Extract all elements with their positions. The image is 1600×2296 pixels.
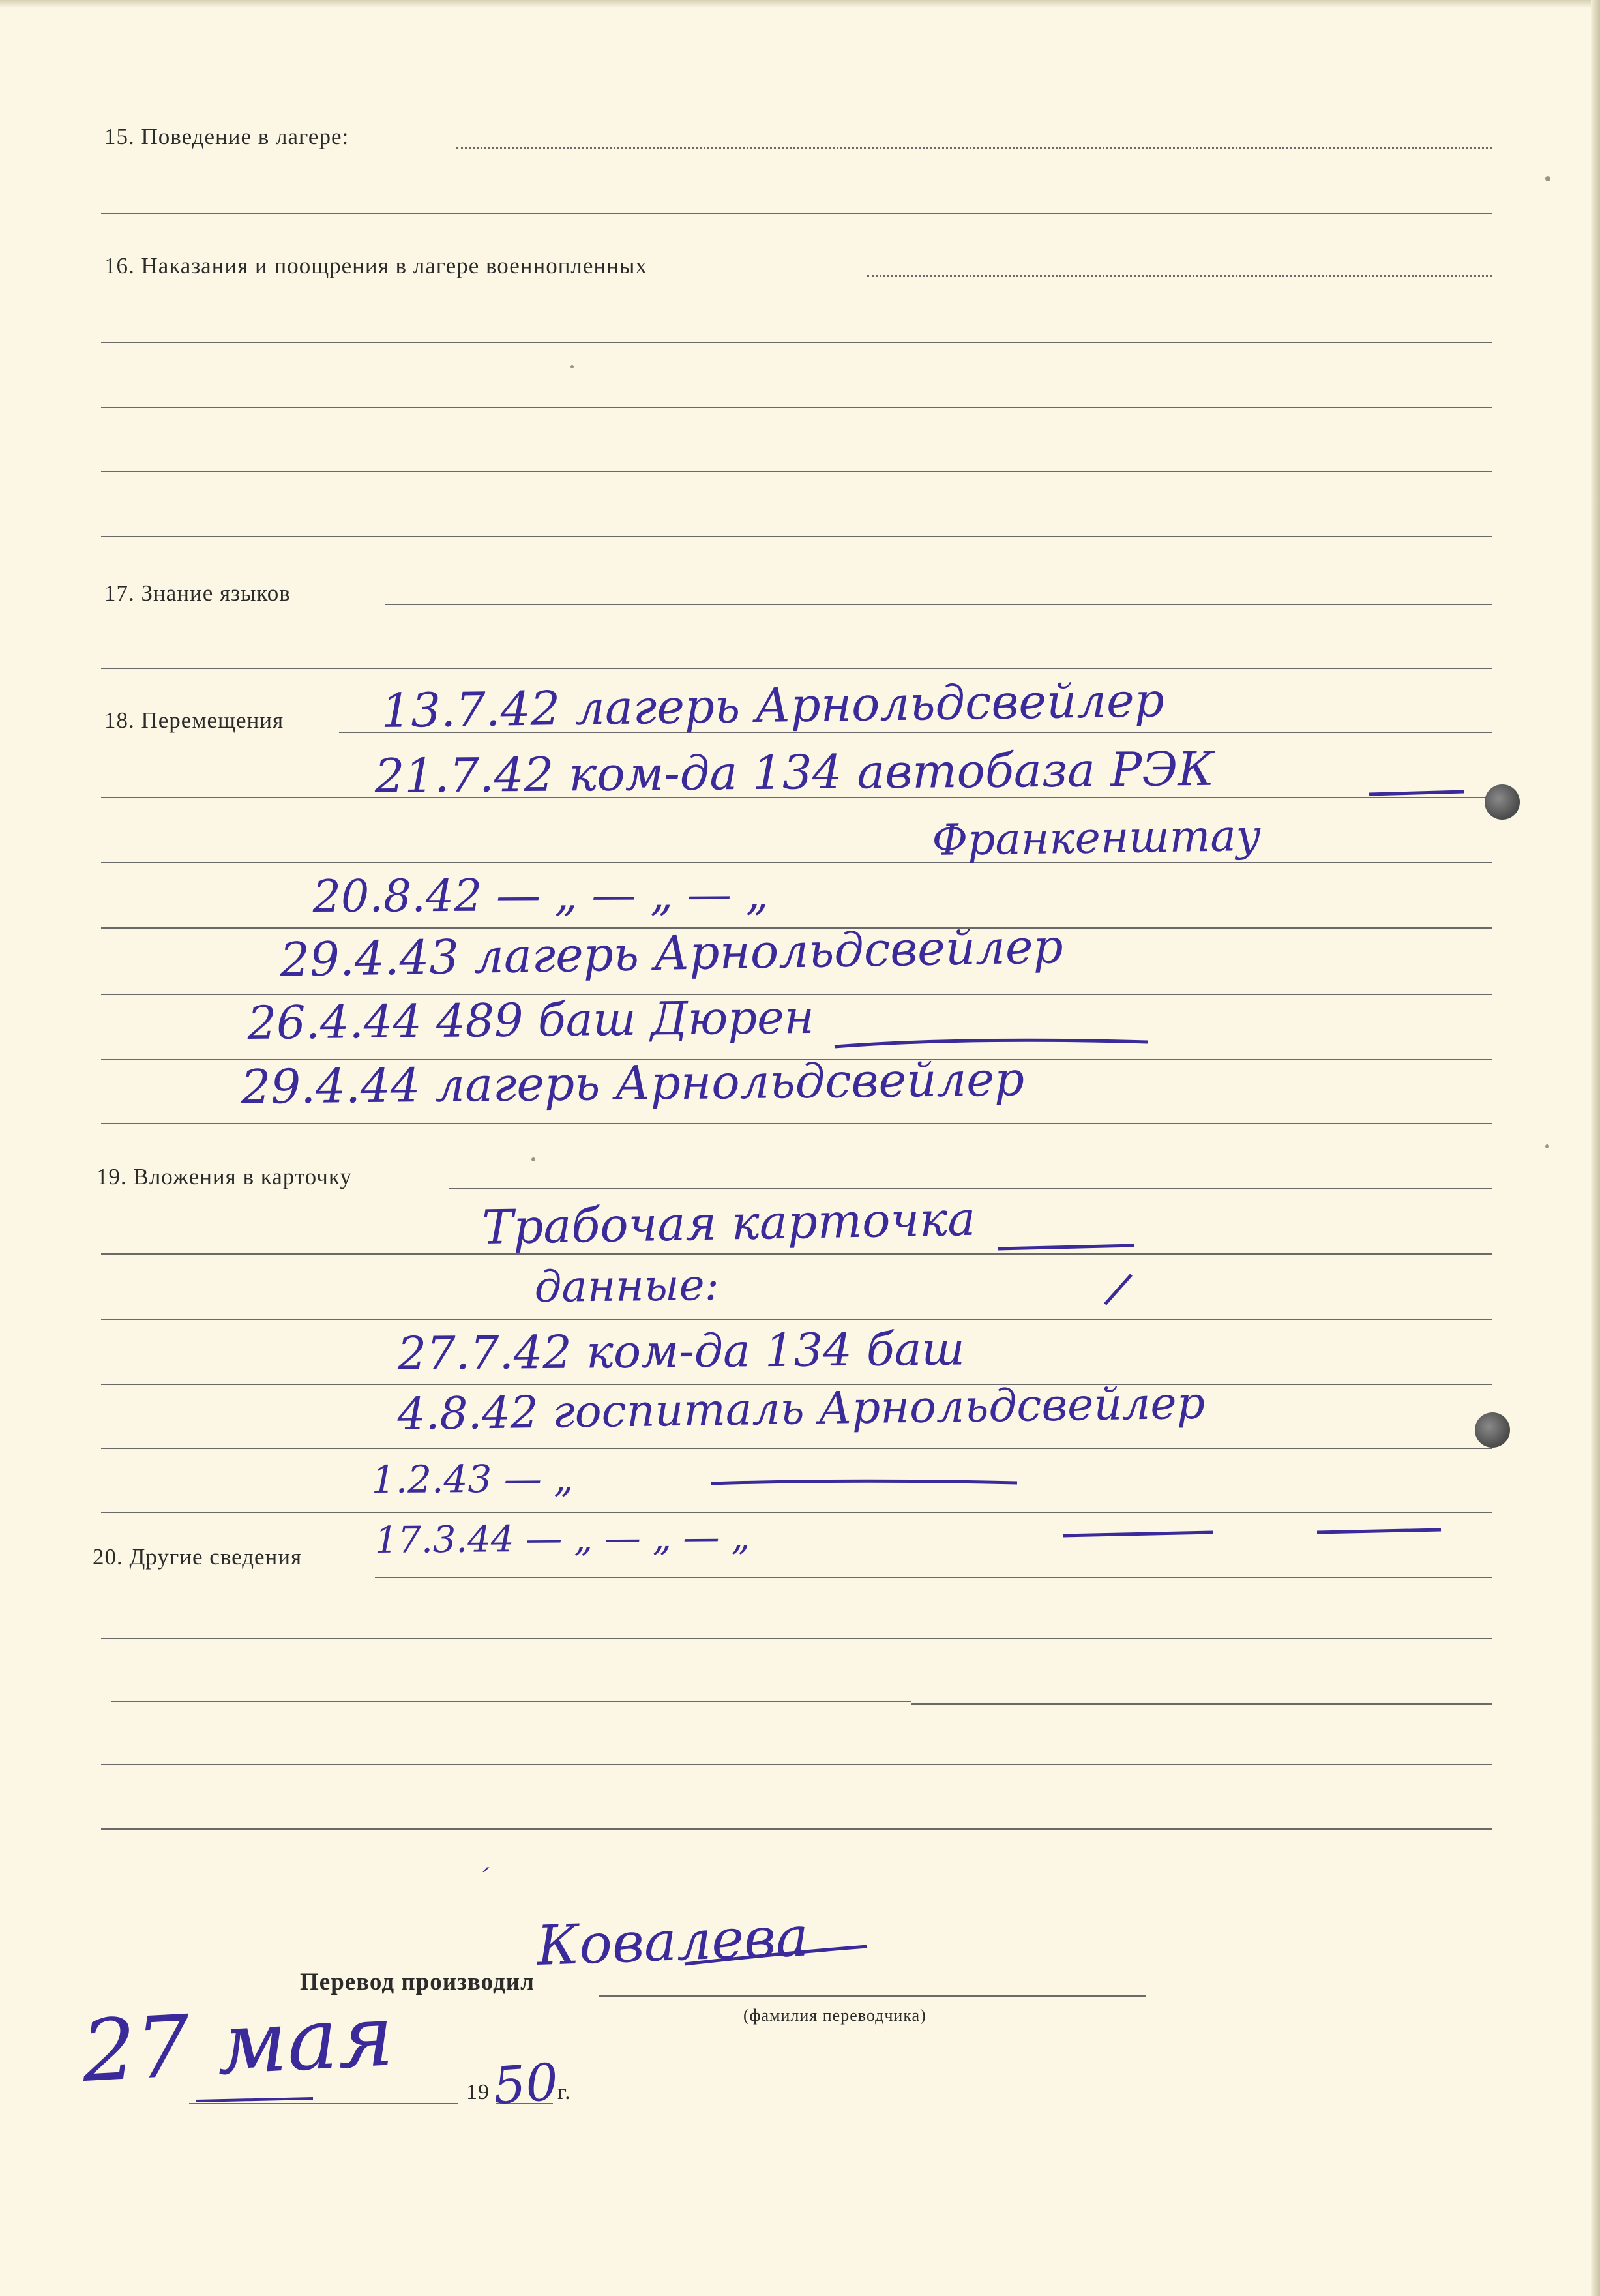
stroke-attach1-under (998, 1245, 1134, 1249)
field-18-label: 18. Перемещения (104, 708, 284, 733)
year-prefix: 19 (466, 2080, 490, 2104)
field-19-line-3 (101, 1319, 1492, 1320)
handwriting-attach-5: 1.2.43 — „ (371, 1456, 574, 1502)
field-15-line (456, 147, 1492, 149)
paper-speck (570, 365, 574, 368)
field-18-line-7 (101, 1123, 1492, 1124)
handwriting-move-3: Франкенштау (931, 810, 1262, 865)
field-19-line-2 (101, 1253, 1492, 1255)
field-19-line-6 (101, 1512, 1492, 1513)
date-line (189, 2103, 458, 2104)
handwritten-date: 27 мая (80, 1986, 396, 2101)
paper-speck (531, 1157, 535, 1161)
field-17-line (385, 604, 1492, 605)
field-15-label: 15. Поведение в лагере: (104, 124, 349, 149)
handwriting-move-7: 29.4.44 лагерь Арнольдсвейлер (241, 1051, 1025, 1114)
field-15-line-2 (101, 213, 1492, 214)
translator-signature: Ковалева (535, 1904, 810, 1978)
field-18-line-3 (101, 862, 1492, 863)
field-17-line-2 (101, 668, 1492, 669)
handwriting-move-6: 26.4.44 489 баш Дюрен (247, 990, 815, 1050)
stroke-f20-dash-1 (1063, 1532, 1213, 1536)
field-16-line-5 (101, 536, 1492, 537)
field-19-line-1 (449, 1188, 1492, 1189)
translator-caption: (фамилия переводчика) (743, 2006, 926, 2025)
stroke-date-under (196, 2098, 313, 2101)
field-19-label: 19. Вложения в карточку (96, 1164, 352, 1189)
field-16-line-2 (101, 342, 1492, 343)
stroke-move2-tail (1369, 792, 1464, 794)
handwriting-attach-6: 17.3.44 — „ — „ — „ (374, 1515, 750, 1562)
paper-speck (1545, 176, 1550, 181)
punch-hole-lower (1475, 1412, 1510, 1448)
field-20-line-5 (101, 1828, 1492, 1830)
field-20-line-4 (101, 1764, 1492, 1765)
handwriting-move-2: 21.7.42 ком-да 134 автобаза РЭК (374, 741, 1215, 803)
stroke-move6-under (835, 1040, 1148, 1047)
page-edge-right (1591, 0, 1600, 2296)
signature-tick: ´ (476, 1865, 489, 1895)
field-20-label: 20. Другие сведения (93, 1544, 303, 1570)
paper-speck (1545, 1144, 1549, 1148)
field-20-line-3b (911, 1703, 1492, 1705)
page-edge-top (0, 0, 1600, 8)
handwriting-move-5: 29.4.43 лагерь Арнольдсвейлер (279, 919, 1064, 987)
handwriting-move-1: 13.7.42 лагерь Арнольдсвейлер (380, 672, 1165, 738)
punch-hole-upper (1485, 784, 1520, 820)
handwriting-attach-4: 4.8.42 госпиталь Арнольдсвейлер (396, 1377, 1206, 1440)
stroke-attach5-dash (711, 1481, 1017, 1483)
field-19-line-5 (101, 1448, 1492, 1449)
field-17-label: 17. Знание языков (104, 580, 291, 606)
handwriting-attach-2: данные: (534, 1260, 720, 1312)
stroke-attach2-tick (1105, 1275, 1131, 1304)
field-16-line (867, 275, 1492, 277)
field-16-label: 16. Наказания и поощрения в лагере военнопленных (104, 253, 647, 278)
handwriting-move-4: 20.8.42 — „ — „ — „ (312, 869, 769, 923)
handwriting-attach-3: 27.7.42 ком-да 134 баш (397, 1322, 966, 1380)
handwriting-attach-1: Трабочая карточка (481, 1191, 976, 1255)
field-20-line-3 (111, 1701, 911, 1702)
field-20-line-2 (101, 1638, 1492, 1639)
translator-label: Перевод производил (300, 1969, 535, 1995)
field-16-line-3 (101, 407, 1492, 408)
field-20-line-1 (375, 1577, 1492, 1578)
field-16-line-4 (101, 471, 1492, 472)
year-suffix: г. (557, 2080, 571, 2104)
translator-line (599, 1995, 1146, 1997)
handwritten-year: 50 (491, 2053, 561, 2116)
stroke-f20-dash-2 (1317, 1530, 1441, 1532)
